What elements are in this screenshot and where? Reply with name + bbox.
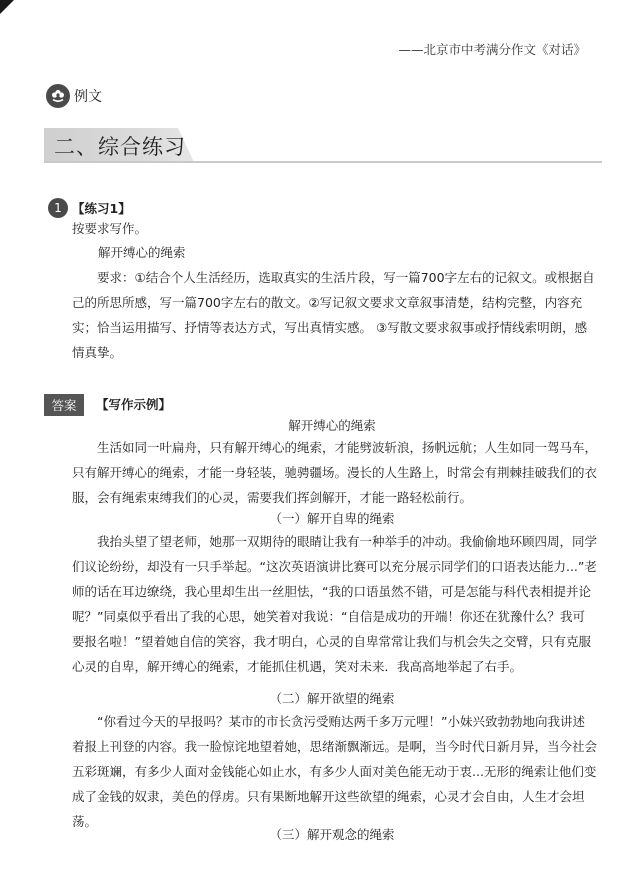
source-attribution: ——北京市中考满分作文《对话》 — [398, 42, 586, 57]
exercise-heading — [48, 198, 131, 218]
example-heading — [46, 84, 102, 108]
essay-section-1-title: （一）解开自卑的绳索 — [269, 511, 395, 526]
flower-icon — [46, 84, 70, 108]
essay-section-2-paragraph: “你看过今天的早报吗？某市的市长贪污受贿达两千多万元哩！”小妹兴致勃勃地向我讲述着报上刊登的内容。我一脸惊诧地望着她，思绪渐飘渐远。是啊，当今时代日新月异，当今社会五彩斑斓，有多少人面对金钱能心如止水，有多少人面对美色能无动于衷...无形的绳索让他们变成了金钱的奴隶，美色的俘虏。只有果断地解开这些欲望的绳索，心灵才会自由，人生才会坦荡。 — [72, 714, 598, 829]
example-label: 例文 — [74, 89, 102, 105]
section-banner — [44, 128, 602, 164]
essay-intro-paragraph: 生活如同一叶扁舟，只有解开缚心的绳索，才能劈波斩浪，扬帆远航；人生如同一驾马车，只有解开缚心的绳索，才能一身轻装，驰骋疆场。漫长的人生路上，时常会有荆棘挂破我们的衣服，会有绳索束缚我们的心灵，需要我们挥剑解开，才能一路轻松前行。 — [72, 440, 598, 505]
exercise-title: 【练习1】 — [72, 201, 131, 216]
exercise-instruction: 按要求写作。 — [72, 221, 148, 236]
section-underline — [44, 161, 602, 163]
section-title: 二、综合练习 — [54, 135, 186, 159]
exercise-requirement: 要求：①结合个人生活经历，选取真实的生活片段，写一篇700字左右的记叙文。或根据自己的所思所感，写一篇700字左右的散文。②写记叙文要求文章叙事清楚，结构完整，内容充实；恰当运用描写、抒情等表达方式，写出真情实感。 ③写散文要求叙事或抒情线索明朗，感情真挚。 — [72, 270, 595, 360]
answer-badge: 答案 — [44, 394, 84, 416]
exercise-topic: 解开缚心的绳索 — [98, 245, 186, 260]
essay-section-1-paragraph: 我抬头望了望老师，她那一双期待的眼睛让我有一种举手的冲动。我偷偷地环顾四周，同学们议论纷纷，却没有一只手举起。“这次英语演讲比赛可以充分展示同学们的口语表达能力...”老师的话在耳边缭绕，我心里却生出一丝胆怯，“我的口语虽然不错，可是怎能与科代表相提并论呢？”同桌似乎看出了我的心思，她笑着对我说：“自信是成功的开端！你还在犹豫什么？我可要报名啦！”望着她自信的笑容，我才明白，心灵的自卑常常让我们与机会失之交臂，只有克服心灵的自卑，解开缚心的绳索，才能抓住机遇，笑对未来．我高高地举起了右手。 — [72, 534, 598, 674]
answer-heading: 【写作示例】 — [96, 397, 172, 412]
essay-title: 解开缚心的绳索 — [288, 418, 376, 433]
essay-section-3-title: （三）解开观念的绳索 — [269, 827, 395, 842]
essay-section-2-title: （二）解开欲望的绳索 — [269, 691, 395, 706]
exercise-number: 1 — [48, 198, 68, 218]
page-corner-mark — [0, 0, 14, 14]
